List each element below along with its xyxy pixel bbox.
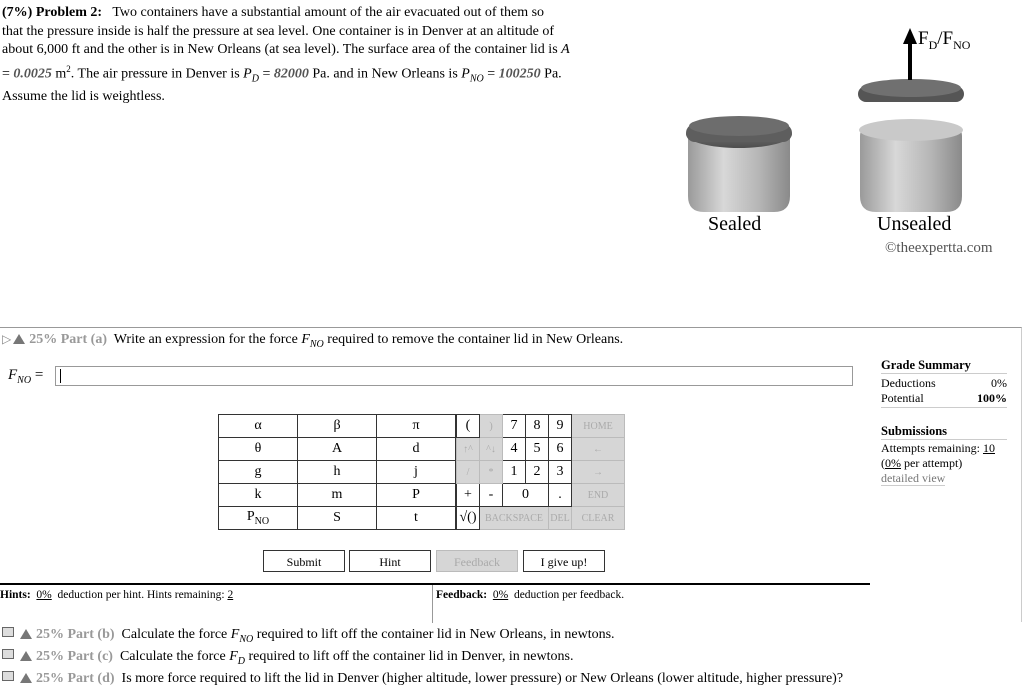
grade-summary-title: Grade Summary [881,358,1007,374]
key-1[interactable]: 1 [503,461,526,484]
area-unit: m [55,66,67,82]
pno-sub: NO [469,72,484,84]
area-symbol: A [561,42,570,57]
key-3[interactable]: 3 [549,461,572,484]
key-0[interactable]: 0 [503,484,549,507]
key-h[interactable]: h [298,461,377,484]
key-9[interactable]: 9 [549,415,572,438]
key-PNO[interactable]: $P_{NO}$ [219,507,298,530]
key-P[interactable]: P [377,484,456,507]
key-k[interactable]: k [219,484,298,507]
part-c-row[interactable]: 25% Part (c) Calculate the force $F_D$ required to lift off the container lid in Denver, in newtons. [2,649,573,667]
key-j[interactable]: j [377,461,456,484]
collapse-arrow-icon[interactable]: ▷ [2,332,12,346]
key-beta[interactable]: β [298,415,377,438]
key-pi[interactable]: π [377,415,456,438]
key-alpha[interactable]: α [219,415,298,438]
problem-text-5: Assume the lid is weightless. [2,89,165,105]
problem-statement: (7%) Problem 2: Two containers have a substantial amount of the air evacuated out of them so that the pressure inside is half the pressure at sea level. One container is in Denver at an altitude of about 6,000 ft and the other is in New Orleans (at sea level). The surface area of the container lid is A = 0.0025 $m^2$. The air pressure in Denver is $P_D = 82000$ Pa. and in New Orleans is $P_{NO} = 100250$ Pa. Assume the lid is weightless. [2,4,662,107]
equals-sign: = [2,66,10,82]
pd-value: 82000 [273,66,309,82]
attempts-remaining: 10 [982,441,995,455]
key-right-arrow[interactable]: → [572,461,625,484]
expand-icon[interactable] [2,671,14,681]
unsealed-container-icon [858,79,964,212]
key-down-caret[interactable]: ^↓ [480,438,503,461]
key-6[interactable]: 6 [549,438,572,461]
deductions-value: 0% [991,376,1007,390]
key-t[interactable]: t [377,507,456,530]
key-left-arrow[interactable]: ← [572,438,625,461]
hint-button[interactable]: Hint [349,550,431,572]
problem-text-1: Two containers have a substantial amount of the air evacuated out of them so [112,5,545,20]
key-decimal[interactable]: . [549,484,572,507]
key-plus[interactable]: + [457,484,480,507]
key-7[interactable]: 7 [503,415,526,438]
submit-button[interactable]: Submit [263,550,345,572]
warning-icon [20,629,32,639]
key-end[interactable]: END [572,484,625,507]
pno-text: Pa. and in New Orleans is [312,66,458,82]
key-4[interactable]: 4 [503,438,526,461]
warning-icon [20,673,32,683]
pd-sub: D [251,72,259,84]
key-theta[interactable]: θ [219,438,298,461]
key-up-caret[interactable]: ↑^ [457,438,480,461]
key-close-paren[interactable]: ) [480,415,503,438]
grade-summary: Grade Summary Deductions 0% Potential 100% Submissions Attempts remaining: 10 (0% per attempt) detailed view [881,358,1007,485]
detailed-view-link[interactable]: detailed view [881,471,946,485]
area-value: 0.0025 [13,66,52,82]
numeric-keypad [456,414,625,530]
key-sqrt[interactable]: √() [457,507,480,530]
hints-info: Hints: 0% deduction per hint. Hints remaining: 2 [0,589,234,601]
problem-label: (7%) Problem 2: [2,5,103,20]
key-m[interactable]: m [298,484,377,507]
key-d[interactable]: d [377,438,456,461]
expand-icon[interactable] [2,627,14,637]
part-b-row[interactable]: 25% Part (b) Calculate the force $F_{NO}$ required to lift off the container lid in New Orleans, in newtons. [2,627,615,645]
pd-symbol: P [243,66,252,82]
problem-text-3: about 6,000 ft and the other is in New Orleans (at sea level). The surface area of the container lid is [2,42,558,57]
problem-text-2: that the pressure inside is half the pressure at sea level. One container is in Denver at an altitude of [2,23,555,39]
key-home[interactable]: HOME [572,415,625,438]
key-2[interactable]: 2 [526,461,549,484]
key-minus[interactable]: - [480,484,503,507]
pa-unit: Pa. [544,66,562,82]
area-exponent: 2 [66,63,71,74]
feedback-button[interactable]: Feedback [436,550,518,572]
expand-icon[interactable] [2,649,14,659]
pno-value: 100250 [498,66,541,82]
force-arrow-icon [903,28,917,80]
force-ratio-label: $F_D/F_{NO}$ [918,28,971,52]
warning-icon [20,651,32,661]
sealed-container-icon [686,116,792,212]
potential-value: 100% [977,391,1007,405]
copyright-credit: ©theexpertta.com [885,240,993,256]
key-A[interactable]: A [298,438,377,461]
feedback-info: Feedback: 0% deduction per feedback. [436,589,625,601]
key-multiply[interactable]: * [480,461,503,484]
key-5[interactable]: 5 [526,438,549,461]
hints-feedback-bar [0,583,870,601]
answer-label: $F_{NO}$ = [8,367,44,386]
key-backspace[interactable]: BACKSPACE [480,507,549,530]
key-open-paren[interactable]: ( [457,415,480,438]
key-S[interactable]: S [298,507,377,530]
unsealed-label: Unsealed [877,213,952,235]
symbol-keypad [218,414,456,530]
pno-symbol: P [461,66,470,82]
key-g[interactable]: g [219,461,298,484]
submissions-title: Submissions [881,424,948,438]
give-up-button[interactable]: I give up! [523,550,605,572]
part-a-title: ▷ 25% Part (a) Write an expression for the force $F_{NO}$ required to remove the container lid in New Orleans. [2,332,624,350]
warning-icon [13,334,25,344]
key-divide[interactable]: / [457,461,480,484]
part-d-row[interactable]: 25% Part (d) Is more force required to lift the lid in Denver (higher altitude, lower pressure) or New Orleans (lower altitude, higher pressure)? [2,671,843,687]
key-del[interactable]: DEL [549,507,572,530]
key-8[interactable]: 8 [526,415,549,438]
pd-text: . The air pressure in Denver is [70,66,240,82]
key-clear[interactable]: CLEAR [572,507,625,530]
sealed-label: Sealed [708,213,762,235]
answer-input[interactable] [55,366,853,386]
